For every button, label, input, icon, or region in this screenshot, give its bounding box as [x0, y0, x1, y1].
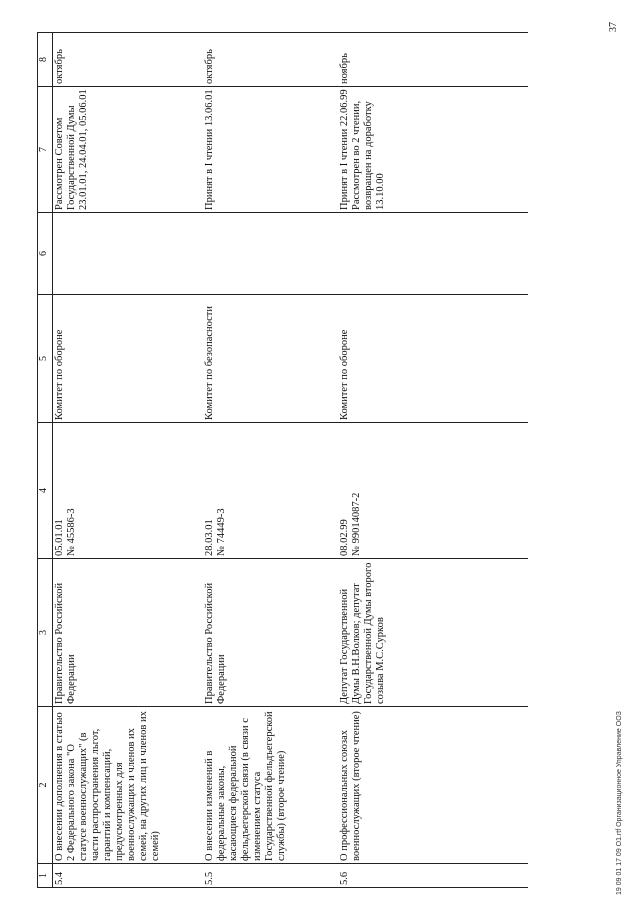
header-cell: 5 [38, 295, 53, 423]
bill-status: Принят в I чтении 22.06.99 Рассмотрен во 2 чтении, возвращен на доработку 13.10.00 [338, 87, 528, 213]
column-6-cell [203, 213, 338, 295]
row-number: 5.5 [203, 864, 338, 888]
header-cell: 7 [38, 87, 53, 213]
planned-month: октябрь [203, 33, 338, 87]
bill-author: Депутат Государственной Думы В.Н.Волков; депутат Государственной Думы второго созыва М.С.Сурков [338, 559, 528, 707]
row-number: 5.4 [53, 864, 203, 888]
registration-date-number: 08.02.99 № 99014087-2 [338, 423, 528, 559]
page-number: 37 [608, 22, 619, 32]
header-row [38, 33, 53, 888]
table-row [203, 33, 338, 888]
table-row [338, 33, 528, 888]
registration-date-number: 28.03.01 № 74449-3 [203, 423, 338, 559]
bill-author: Правительство Российской Федерации [53, 559, 203, 707]
responsible-committee: Комитет по обороне [338, 295, 528, 423]
planned-month: октябрь [53, 33, 203, 87]
responsible-committee: Комитет по обороне [53, 295, 203, 423]
responsible-committee: Комитет по безопасности [203, 295, 338, 423]
bill-title: О внесении изменений в федеральные законы, касающиеся федеральной фельдъегерской связи (в связи с изменением статуса Государственной фельдъегерской службы) (второе чтение) [203, 707, 338, 864]
header-cell: 3 [38, 559, 53, 707]
header-cell: 1 [38, 864, 53, 888]
bill-status: Принят в I чтении 13.06.01 [203, 87, 338, 213]
bill-title: О внесении дополнения в статью 2 Федерального закона "О статусе военнослужащих" (в части распространения льгот, гарантий и компенсаций, предусмотренных для военнослужащих и членов их семей, на других лиц и членов их семей) [53, 707, 203, 864]
column-6-cell [53, 213, 203, 295]
header-cell: 4 [38, 423, 53, 559]
header-cell: 2 [38, 707, 53, 864]
bill-title: О профессиональных союзах военнослужащих (второе чтение) [338, 707, 528, 864]
header-cell: 8 [38, 33, 53, 87]
registration-date-number: 05.01.01 № 45586-3 [53, 423, 203, 559]
header-cell: 6 [38, 213, 53, 295]
bill-author: Правительство Российской Федерации [203, 559, 338, 707]
row-number: 5.6 [338, 864, 528, 888]
column-6-cell [338, 213, 528, 295]
table-row [53, 33, 203, 888]
planned-month: ноябрь [338, 33, 528, 87]
bill-status: Рассмотрен Советом Государственной Думы 23.01.01, 24.04.01, 05.06.01 [53, 87, 203, 213]
footer-filename: 19 09 01 17 09 О1.rtf Организационное Управление ООЗ [616, 711, 623, 895]
bills-table [37, 32, 528, 888]
